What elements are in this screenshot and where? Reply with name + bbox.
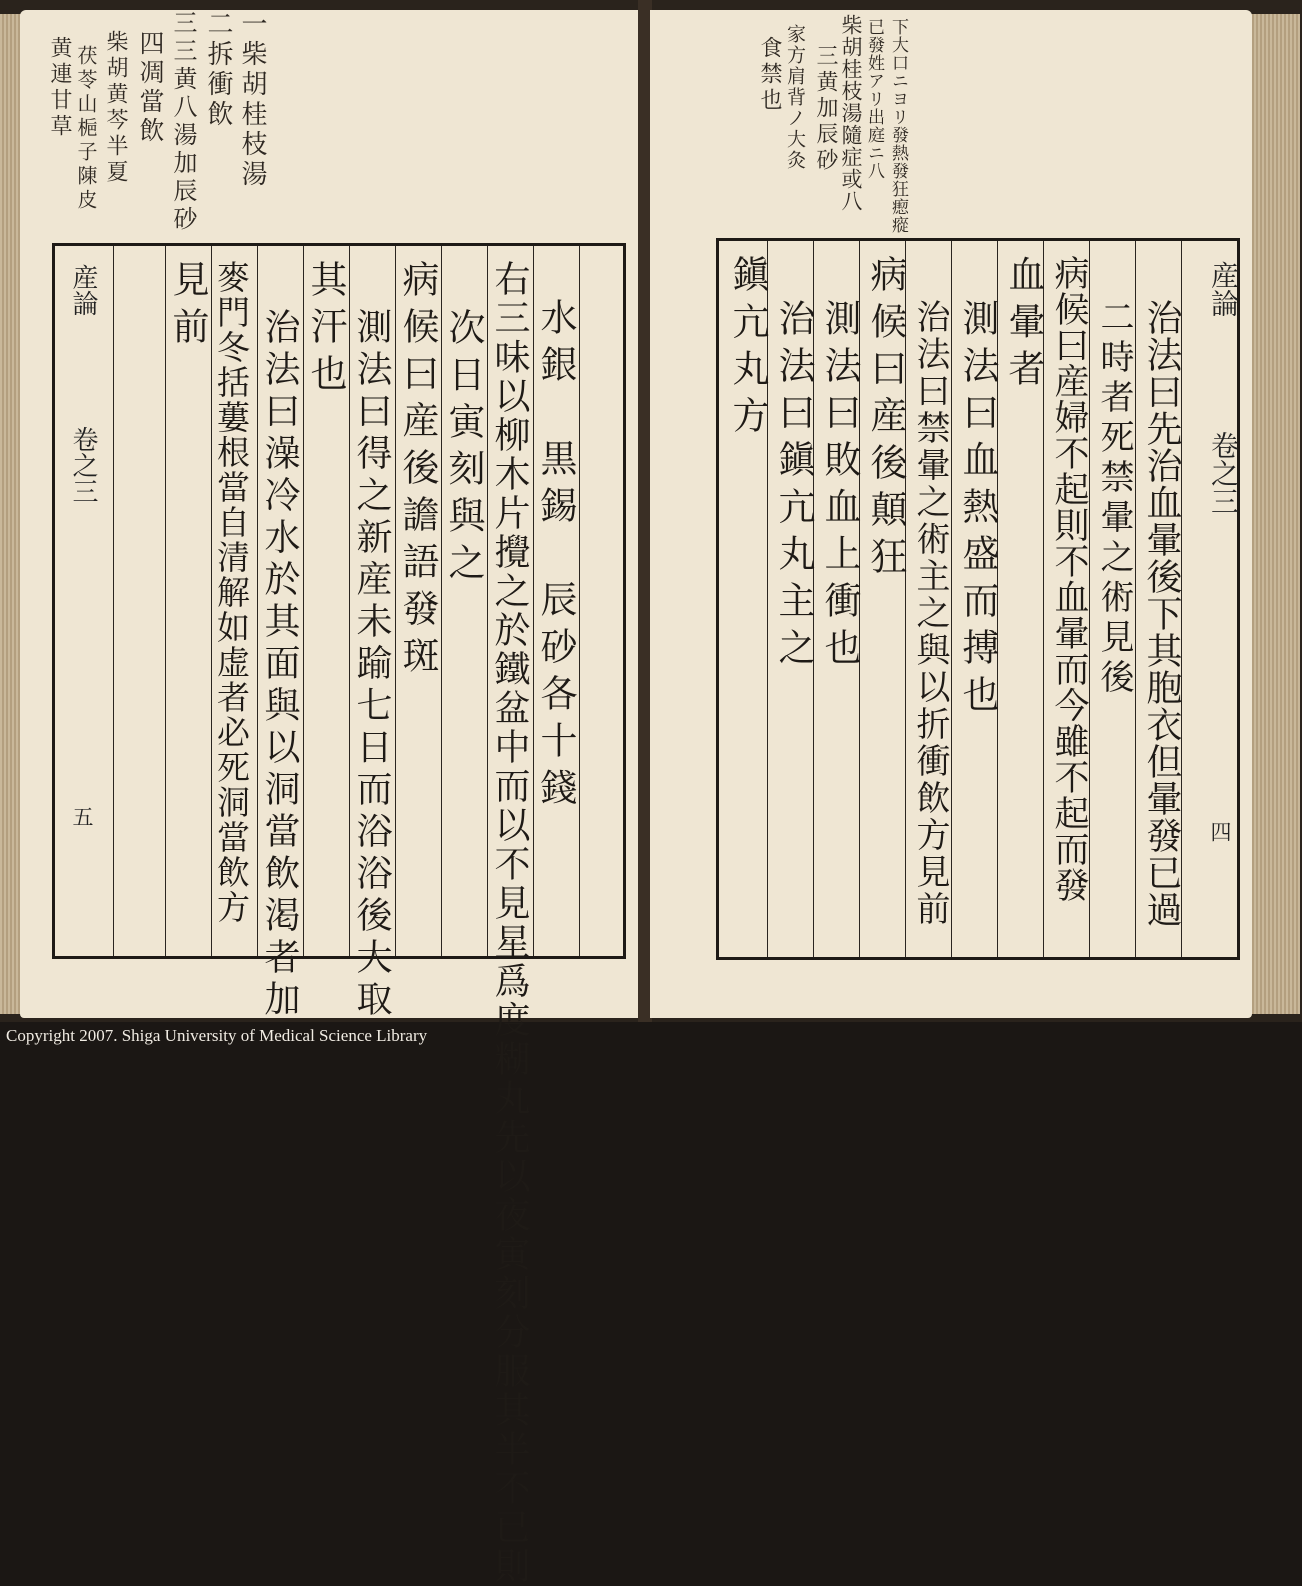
right-note-2: 已發姓アリ出庭ニ八	[864, 18, 884, 180]
left-col-8: 麥門冬括蔞根當自清解如虚者必死洞當飲方	[212, 260, 251, 925]
copyright-notice: Copyright 2007. Shiga University of Medical Science Library	[6, 1026, 428, 1045]
left-note-2: 二拆衝飲	[203, 10, 233, 130]
left-col-3: 次日寅刻與之	[442, 308, 485, 590]
right-note-4: 三黄加辰砂	[813, 44, 838, 174]
right-text-block	[716, 238, 1240, 960]
right-note-5: 家方肩背ノ大灸	[784, 24, 806, 171]
left-col-1: 水銀 黒錫 辰砂各十錢	[534, 298, 577, 815]
right-col-8: 測法曰敗血上衝也	[818, 299, 861, 675]
right-col-7: 病候曰産後顛狂	[864, 255, 907, 584]
right-note-3: 柴胡桂枝湯隨症或八	[839, 14, 863, 212]
right-note-1: 下大口ニヨリ發熱發狂瘛瘲	[888, 18, 908, 234]
left-note-5: 柴胡黄芩半夏	[103, 30, 128, 186]
left-note-6: 茯苓山梔子陳皮	[74, 45, 98, 213]
right-page-edge	[1250, 14, 1300, 1014]
left-note-4: 四凋當飲	[136, 30, 165, 146]
left-block-volume: 卷之三	[68, 426, 98, 504]
right-col-6: 治法曰禁暈之術主之與以折衝飲方見前	[910, 299, 950, 928]
left-col-7: 治法曰澡冷水於其面與以洞當飲渇者加	[259, 308, 300, 1022]
right-page	[650, 10, 1252, 1018]
right-col-1: 治法曰先治血暈後下其胞衣但暈發已過	[1141, 299, 1182, 928]
right-block-volume: 卷之三	[1207, 431, 1240, 515]
right-col-10: 鎭亢丸方	[726, 255, 769, 443]
left-col-5: 測法曰得之新産未踰七日而浴浴後大取	[351, 308, 392, 1022]
right-col-9: 治法曰鎭亢丸主之	[772, 299, 815, 675]
left-col-9: 見前	[166, 260, 209, 354]
right-col-5: 測法曰血熱盛而搏也	[956, 299, 999, 722]
left-col-2: 右三味以柳木片攪之於鐵盆中而以不見星爲度糊丸先以夜寅刻分服其半不已則	[489, 260, 530, 1586]
left-note-1: 一柴胡桂枝湯	[237, 10, 267, 190]
left-col-4: 病候曰産後譫語發斑	[396, 260, 439, 683]
left-block-page-number: 五	[70, 806, 94, 827]
right-col-2: 二時者死禁暈之術見後	[1094, 299, 1134, 699]
right-col-4: 血暈者	[1002, 255, 1045, 396]
left-note-3: 三三黄八湯加辰砂	[169, 10, 197, 234]
left-block-heading: 産論	[68, 264, 98, 316]
right-block-heading: 産論	[1207, 261, 1240, 317]
left-note-7: 黄連甘草	[47, 36, 72, 140]
right-note-6: 食禁也	[757, 36, 782, 114]
right-block-page-number: 四	[1208, 821, 1232, 842]
right-col-3: 病候曰産婦不起則不血暈而今雖不起而發	[1049, 255, 1089, 903]
left-col-6: 其汗也	[304, 260, 347, 401]
